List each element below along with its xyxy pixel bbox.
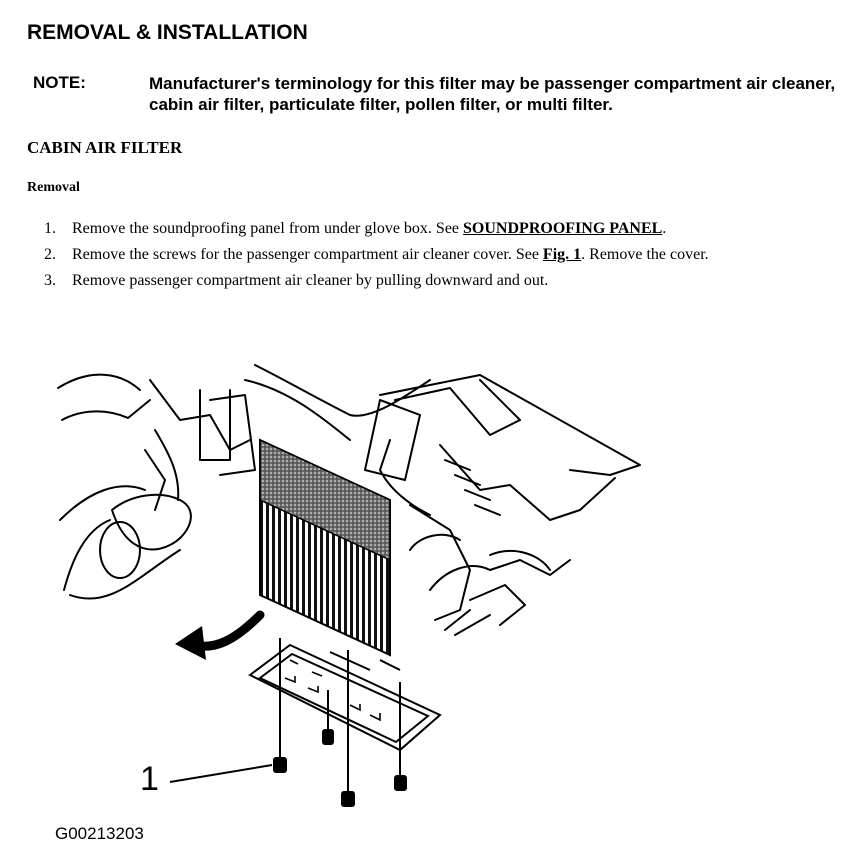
note-text: Manufacturer's terminology for this filter may be passenger compartment air cleaner, cabin air filter, particulate filter, pollen filter, or multi filter. xyxy=(149,74,836,114)
step-text: Remove the soundproofing panel from under glove box. See xyxy=(72,220,464,237)
page-heading: REMOVAL & INSTALLATION xyxy=(27,21,308,44)
step-number: 2. xyxy=(44,246,56,263)
figure-id: G00213203 xyxy=(55,824,144,843)
step-3 xyxy=(44,270,709,296)
section-title: CABIN AIR FILTER xyxy=(27,138,183,157)
step-text: Remove the screws for the passenger compartment air cleaner cover. See xyxy=(72,246,543,263)
step-text: Remove passenger compartment air cleaner by pulling downward and out. xyxy=(72,272,549,289)
step-text-end: . xyxy=(662,220,667,237)
step-text-end: . Remove the cover. xyxy=(581,246,709,263)
filter-cover xyxy=(250,645,440,750)
removal-steps xyxy=(44,218,709,296)
step-number: 1. xyxy=(44,220,56,237)
note-label: NOTE: xyxy=(33,73,86,92)
housing-outline xyxy=(58,375,140,390)
callout-label: 1 xyxy=(140,760,159,798)
step-2 xyxy=(44,244,709,270)
removal-direction-arrow xyxy=(175,615,260,660)
step-number: 3. xyxy=(44,272,56,289)
step-1 xyxy=(44,218,709,244)
fig-1-link[interactable]: Fig. 1 xyxy=(542,246,582,263)
soundproofing-panel-link[interactable]: SOUNDPROOFING PANEL xyxy=(463,220,663,237)
subsection-title: Removal xyxy=(27,180,80,195)
